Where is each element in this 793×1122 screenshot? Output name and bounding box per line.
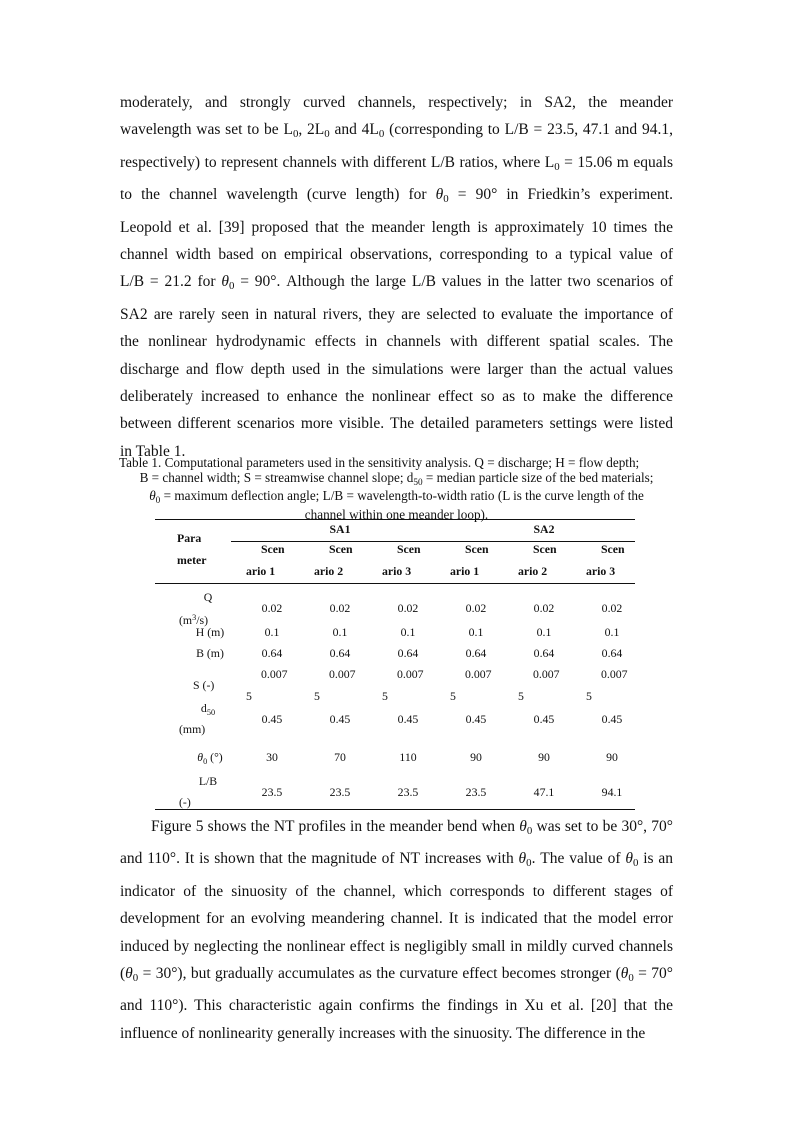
row-label: S (-) (193, 678, 215, 692)
table-cell: 0.02 (465, 601, 487, 615)
text-line: SA2 are rarely seen in natural rivers, they are selected to evaluate the importance of (120, 305, 673, 323)
text-line: in Table 1. (120, 442, 186, 460)
row-label: B (m) (196, 646, 224, 660)
scenario-header: Scen (533, 542, 557, 556)
scenario-header: ario 1 (450, 564, 480, 578)
table-cell: 90 (538, 750, 550, 764)
scenario-header: Scen (397, 542, 421, 556)
table-cell: 0.02 (261, 601, 283, 615)
param-header: meter (177, 553, 207, 567)
table-cell: 0.02 (601, 601, 623, 615)
caption-line: Table 1. Computational parameters used in the sensitivity analysis. Q = discharge; H = flow depth; (119, 455, 640, 470)
table-cell: 0.45 (329, 712, 351, 726)
text-line: deliberately increased to enhance the nonlinear effect so as to make the difference (120, 388, 673, 406)
table-cell: 0.007 (533, 667, 560, 681)
scenario-header: Scen (465, 542, 489, 556)
table-cell: 0.64 (329, 646, 351, 660)
table-cell: 90 (470, 750, 482, 764)
table-cell: 0.45 (533, 712, 555, 726)
table-cell: 5 (586, 689, 592, 703)
row-label: (-) (179, 795, 191, 809)
scenario-header: ario 2 (518, 564, 548, 578)
table-cell: 0.1 (604, 625, 620, 639)
param-header: Para (177, 531, 202, 545)
table-cell: 0.1 (264, 625, 280, 639)
parameters-table (155, 517, 635, 812)
text-line: Figure 5 shows the NT profiles in the meander bend when $\theta_0$ was set to be 30°, 70° (151, 818, 673, 837)
table-caption (119, 456, 674, 522)
table-cell: 0.45 (601, 712, 623, 726)
text-line: respectively) to represent channels with different L/B ratios, where $L_0 = 15.06$ m equals (120, 153, 673, 173)
row-label: $(m^3/s)$ (179, 613, 209, 627)
table-cell: 0.007 (261, 667, 288, 681)
text-line: to the channel wavelength (curve length) for $\theta_0 = 90^\circ$ in Friedkin’s experiment. (120, 186, 673, 206)
table-cell: 0.1 (536, 625, 552, 639)
table-cell: 30 (266, 750, 278, 764)
text-line: and 110°. It is shown that the magnitude of NT increases with $\theta_0$. The value of $\theta_0$ is an (120, 850, 674, 870)
table-cell: 23.5 (397, 785, 419, 799)
scenario-header: ario 1 (246, 564, 276, 578)
table-cell: 0.007 (465, 667, 492, 681)
table-cell: 5 (518, 689, 524, 703)
body-paragraph-1 (120, 89, 673, 465)
caption-line: channel within one meander loop). (304, 506, 489, 522)
scenario-header: ario 3 (586, 564, 616, 578)
text-line: channel width based on empirical observations, corresponding to a typical value of (120, 246, 673, 264)
table-cell: 0.64 (261, 646, 283, 660)
table-cell: 23.5 (465, 785, 487, 799)
table-cell: 5 (382, 689, 388, 703)
group-rule (231, 541, 635, 542)
header-bottom-rule (155, 583, 635, 584)
table-cell: 110 (399, 750, 417, 764)
table-cell: 23.5 (329, 785, 351, 799)
text-line: wavelength was set to be $L_0$, $2L_0$ and $4L_0$ (corresponding to L/B = 23.5, 47.1 and 94.1, (120, 121, 673, 141)
table-cell: 0.45 (261, 712, 283, 726)
scenario-header: ario 3 (382, 564, 412, 578)
group-header-sa1: SA1 (329, 522, 351, 536)
table-cell: 0.64 (533, 646, 555, 660)
table-cell: 0.64 (465, 646, 487, 660)
table-cell: 0.64 (397, 646, 419, 660)
table-cell: 0.1 (400, 625, 416, 639)
group-header-sa2: SA2 (533, 522, 555, 536)
table-cell: 94.1 (601, 785, 623, 799)
table-cell: 0.02 (329, 601, 351, 615)
row-label: $\theta_0$ (°) (197, 750, 223, 766)
text-line: indicator of the sinuosity of the channel, which corresponds to different stages of (120, 882, 673, 900)
row-label: Q (203, 590, 213, 604)
text-line: between different scenarios more visible. The detailed parameters settings were listed (120, 415, 673, 433)
text-line: $(\theta_0 = 30^\circ)$, but gradually accumulates as the curvature effect becomes stronger ($\theta_0 = 70^\circ$ (120, 965, 673, 985)
text-line: development for an evolving meandering channel. It is indicated that the model error (120, 910, 673, 928)
table-cell: 0.007 (397, 667, 424, 681)
table-cell: 47.1 (533, 785, 555, 799)
text-line: L/B = 21.2 for $\theta_0 = 90^\circ$. Although the large L/B values in the latter two scenarios of (120, 273, 673, 293)
table-cell: 0.007 (601, 667, 628, 681)
text-line: the nonlinear hydrodynamic effects in channels with different spatial scales. The (120, 333, 673, 351)
table-cell: 0.02 (397, 601, 419, 615)
body-paragraph-2 (120, 813, 673, 1047)
scenario-header: Scen (601, 542, 625, 556)
text-line: discharge and flow depth used in the simulations were larger than the actual values (120, 360, 673, 378)
table-cell: 5 (314, 689, 320, 703)
table-cell: 23.5 (261, 785, 283, 799)
text-line: Leopold et al. [39] proposed that the meander length is approximately 10 times the (120, 218, 673, 236)
table-cell: 0.45 (397, 712, 419, 726)
table-cell: 5 (246, 689, 252, 703)
row-label: L/B (198, 774, 218, 788)
text-line: and 110°). This characteristic again confirms the findings in Xu et al. [20] that the (120, 997, 673, 1015)
text-line: influence of nonlinearity generally increases with the sinuosity. The difference in the (120, 1024, 646, 1042)
scenario-header: Scen (329, 542, 353, 556)
table-cell: 0.1 (332, 625, 348, 639)
caption-line: B = channel width; S = streamwise channel slope; $d_{50}$ = median particle size of the bed materials; (139, 469, 654, 487)
text-line: moderately, and strongly curved channels, respectively; in SA2, the meander (120, 94, 673, 111)
row-label: H (m) (195, 625, 225, 639)
table-cell: 0.1 (468, 625, 484, 639)
table-cell: 5 (450, 689, 456, 703)
table-cell: 70 (334, 750, 346, 764)
table-cell: 0.45 (465, 712, 487, 726)
row-label: (mm) (179, 722, 206, 736)
table-cell: 0.02 (533, 601, 555, 615)
row-label: $d_{50}$ (200, 701, 216, 717)
text-line: induced by neglecting the nonlinear effect is negligibly small in mildly curved channels (120, 937, 673, 955)
table-cell: 0.64 (601, 646, 623, 660)
scenario-header: Scen (261, 542, 285, 556)
table-cell: 90 (606, 750, 618, 764)
caption-line: $\theta_0$ = maximum deflection angle; L/B = wavelength-to-width ratio (L is the curve length of the (149, 488, 644, 505)
scenario-header: ario 2 (314, 564, 344, 578)
table-cell: 0.007 (329, 667, 356, 681)
